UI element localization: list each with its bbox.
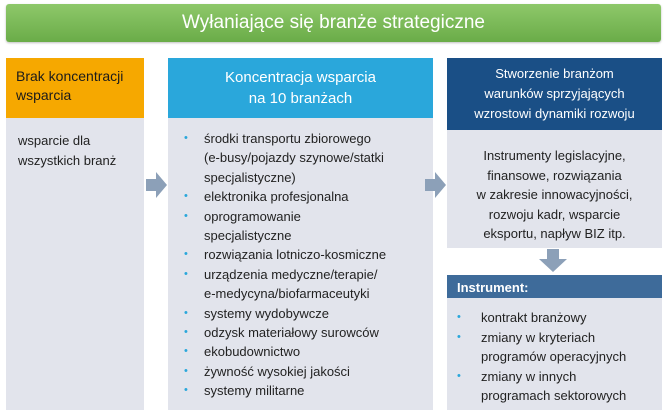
body-line: eksportu, napływ BIZ itp. bbox=[483, 226, 626, 241]
bullet-icon: • bbox=[184, 326, 188, 339]
instrument-body bbox=[447, 298, 662, 410]
list-item bbox=[184, 342, 429, 361]
title-banner bbox=[6, 4, 661, 42]
list-item bbox=[457, 308, 658, 328]
body-line: w zakresie innowacyjności, bbox=[476, 187, 633, 202]
list-item-line: e-medycyna/biofarmaceutyki bbox=[204, 286, 370, 302]
list-item-line: programach sektorowych bbox=[481, 388, 627, 403]
list-item bbox=[184, 245, 429, 264]
arrow-right-icon bbox=[146, 170, 168, 200]
list-item-line: odzysk materiałowy surowców bbox=[204, 325, 379, 341]
list-item-line: rozwiązania lotniczo-kosmiczne bbox=[204, 247, 387, 263]
list-item-line: zmiany w innych bbox=[481, 368, 577, 384]
header-line: wzrostowi dynamiki rozwoju bbox=[474, 106, 635, 121]
instrument-list bbox=[457, 308, 658, 406]
bullet-icon: • bbox=[457, 311, 461, 323]
list-item-line: specjalistyczne bbox=[204, 228, 292, 244]
body-line: wsparcie dla bbox=[18, 133, 91, 148]
column-header-concentration bbox=[168, 58, 433, 118]
body-line: wszystkich branż bbox=[18, 153, 117, 168]
list-item-line: zmiany w kryteriach bbox=[481, 329, 596, 345]
list-item-line: specjalistyczne) bbox=[204, 169, 296, 185]
bullet-icon: • bbox=[457, 369, 461, 382]
bullet-icon: • bbox=[457, 330, 461, 343]
column-body-no-concentration bbox=[6, 118, 144, 410]
list-item-line: oprogramowanie bbox=[204, 208, 301, 224]
list-item bbox=[184, 304, 429, 323]
column-header-no-concentration bbox=[6, 58, 144, 118]
bullet-icon: • bbox=[184, 190, 188, 203]
bullet-icon: • bbox=[184, 384, 188, 397]
header-line: Koncentracja wsparcia bbox=[225, 69, 376, 86]
arrow-right-icon bbox=[425, 170, 447, 200]
list-item-line: elektronika profesjonalna bbox=[204, 189, 349, 205]
list-item bbox=[457, 367, 658, 406]
list-item bbox=[457, 328, 658, 367]
bullet-icon: • bbox=[184, 345, 188, 358]
bullet-icon: • bbox=[184, 209, 188, 222]
instrument-title: Instrument: bbox=[457, 280, 529, 295]
body-line: finansowe, rozwiązania bbox=[487, 167, 622, 183]
body-line: rozwoju kadr, wsparcie bbox=[488, 206, 621, 222]
list-item-line: urządzenia medyczne/terapie/ bbox=[204, 266, 378, 282]
bullet-icon: • bbox=[184, 306, 188, 319]
header-line: wsparcia bbox=[16, 87, 72, 103]
instrument-header bbox=[447, 275, 662, 299]
list-item bbox=[184, 362, 429, 381]
list-item bbox=[184, 187, 429, 206]
arrow-down-icon bbox=[538, 249, 568, 273]
list-item-line: ekobudownictwo bbox=[204, 344, 301, 360]
page-title: Wyłaniające się branże strategiczne bbox=[182, 12, 485, 33]
list-item-line: systemy militarne bbox=[204, 383, 305, 399]
header-line: Brak koncentracji bbox=[16, 68, 124, 84]
list-item-line: środki transportu zbiorowego bbox=[204, 131, 371, 146]
list-item bbox=[184, 129, 429, 187]
bullet-icon: • bbox=[184, 248, 188, 261]
column-body-conditions bbox=[447, 130, 662, 248]
industry-list bbox=[184, 129, 429, 401]
list-item-line: (e-busy/pojazdy szynowe/statki bbox=[204, 150, 384, 166]
list-item bbox=[184, 323, 429, 342]
header-line: Stworzenie branżom bbox=[495, 66, 614, 81]
list-item bbox=[184, 207, 429, 246]
list-item bbox=[184, 265, 429, 304]
header-line: na 10 branżach bbox=[248, 90, 353, 107]
list-item-line: żywność wysokiej jakości bbox=[204, 363, 350, 379]
bullet-icon: • bbox=[184, 267, 188, 280]
body-line: Instrumenty legislacyjne, bbox=[483, 148, 626, 163]
column-header-conditions bbox=[447, 58, 662, 130]
header-line: warunków sprzyjających bbox=[484, 86, 625, 101]
bullet-icon: • bbox=[184, 364, 188, 377]
list-item-line: programów operacyjnych bbox=[481, 349, 627, 364]
list-item-line: kontrakt branżowy bbox=[481, 310, 587, 325]
list-item-line: systemy wydobywcze bbox=[204, 305, 329, 321]
bullet-icon: • bbox=[184, 132, 188, 144]
column-body-concentration bbox=[168, 118, 433, 410]
list-item bbox=[184, 381, 429, 400]
